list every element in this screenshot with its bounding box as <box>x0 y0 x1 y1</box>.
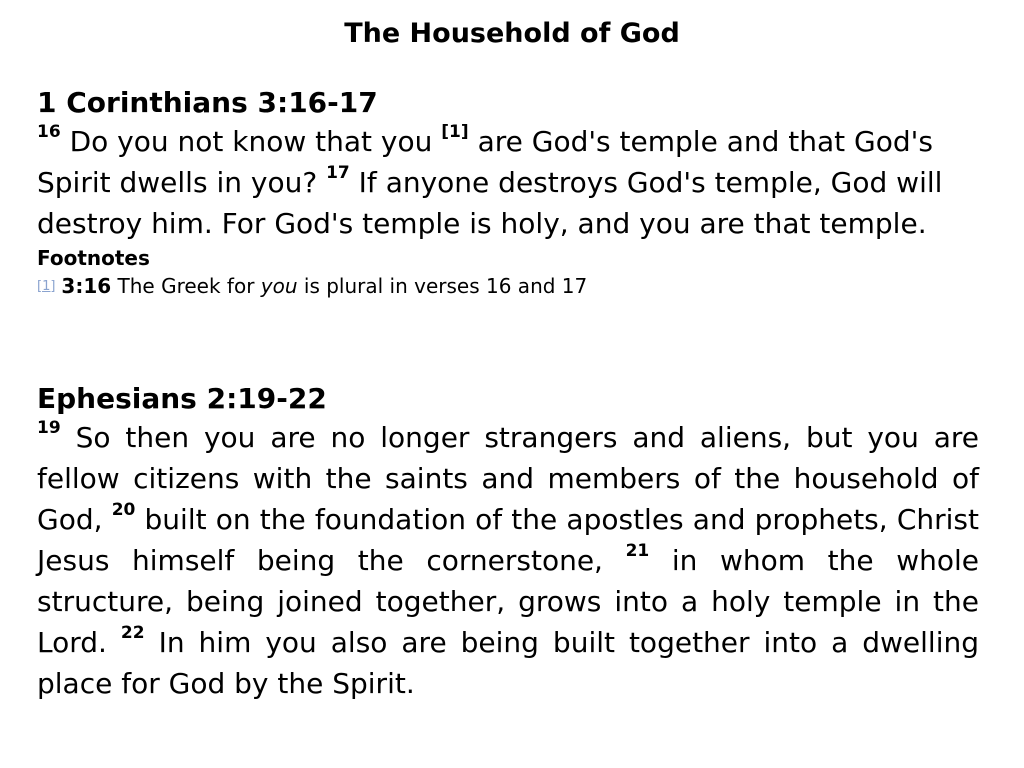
verse-number: 21 <box>625 541 650 561</box>
passage-section-corinthians <box>37 84 979 300</box>
passage-text <box>37 417 979 704</box>
footnote-backlink[interactable]: [1] <box>37 279 56 294</box>
verse-text: Do you not know that you <box>69 125 433 158</box>
footnote-text: The Greek for <box>117 274 255 298</box>
verse-text: are God's temple and that God's Spirit dwells in you? <box>37 125 933 199</box>
page-title: The Household of God <box>344 18 680 49</box>
verse-text: built on the foundation of the apostles and prophets, Christ Jesus himself being the cornerstone, <box>37 503 979 577</box>
verse-number: 20 <box>111 500 136 520</box>
footnote-marker[interactable]: [1] <box>441 122 469 142</box>
verse-number: 19 <box>37 418 61 438</box>
footnote-italic-word: you <box>260 274 298 298</box>
verse-number: 22 <box>120 623 145 643</box>
verse-text: In him you also are being built together into a dwelling place for God by the Spirit. <box>37 626 980 700</box>
footnote-text: is plural in verses 16 and 17 <box>303 274 588 298</box>
scripture-reference: Ephesians 2:19-22 <box>37 382 327 415</box>
footnote-verse-ref: 3:16 <box>61 274 112 298</box>
verse-text: If anyone destroys God's temple, God will destroy him. For God's temple is holy, and you are that temple. <box>37 166 943 240</box>
footnotes-heading: Footnotes <box>37 246 150 270</box>
footnote-item <box>37 272 979 300</box>
scripture-reference: 1 Corinthians 3:16-17 <box>37 86 378 119</box>
verse-number: 16 <box>37 122 61 142</box>
passage-section-ephesians <box>37 380 979 704</box>
verse-text: So then you are no longer strangers and aliens, but you are fellow citizens with the saints and members of the household of God, <box>37 421 979 536</box>
verse-text: in whom the whole structure, being joined together, grows into a holy temple in the Lord. <box>37 544 980 659</box>
passage-text <box>37 121 979 244</box>
verse-number: 17 <box>326 163 350 183</box>
